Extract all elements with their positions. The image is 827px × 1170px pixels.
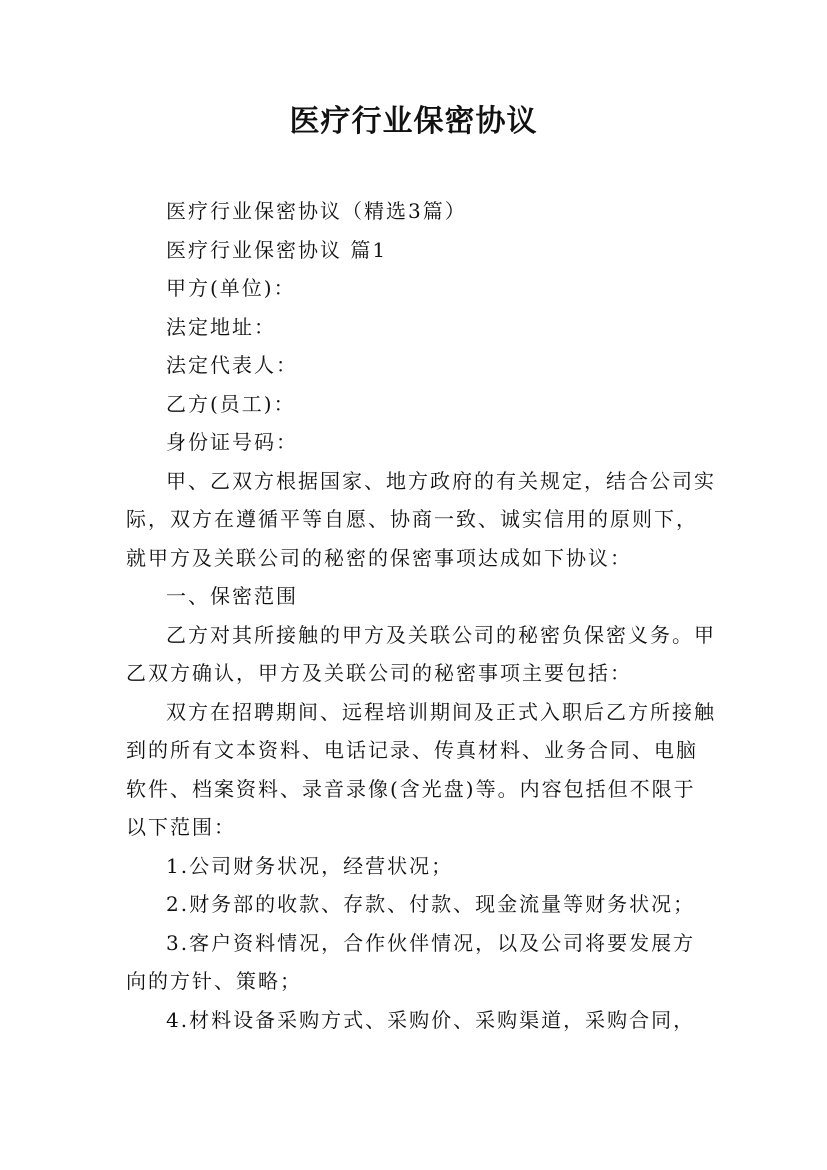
paragraph-item-1: 1.公司财务状况，经营状况； — [166, 853, 454, 878]
paragraph-confidential-obligation: 乙方对其所接触的甲方及关联公司的秘密负保密义务。甲乙双方确认，甲方及关联公司的秘密事项主要包括： — [126, 622, 716, 685]
paragraph-agreement-intro: 甲、乙双方根据国家、地方政府的有关规定，结合公司实际，双方在遵循平等自愿、协商一致、诚实信用的原则下，就甲方及关联公司的秘密的保密事项达成如下协议： — [126, 468, 716, 570]
paragraph-legal-representative: 法定代表人： — [166, 353, 298, 377]
paragraph-confidential-scope-heading: 一、保密范围 — [166, 584, 298, 608]
paragraph-section-heading: 医疗行业保密协议 篇1 — [166, 237, 388, 262]
paragraph-party-a: 甲方(单位)： — [166, 276, 296, 300]
paragraph-subtitle: 医疗行业保密协议（精选3篇） — [166, 199, 467, 223]
document-body — [126, 192, 716, 1039]
paragraph-item-4: 4.材料设备采购方式、采购价、采购渠道，采购合同， — [166, 1007, 696, 1032]
paragraph-party-b: 乙方(员工)： — [166, 391, 296, 416]
paragraph-item-2: 2.财务部的收款、存款、付款、现金流量等财务状况； — [166, 892, 696, 916]
paragraph-legal-address: 法定地址： — [166, 314, 276, 339]
paragraph-confidential-materials: 双方在招聘期间、远程培训期间及正式入职后乙方所接触到的所有文本资料、电话记录、传真材料、业务合同、电脑软件、档案资料、录音录像(含光盘)等。内容包括但不限于以下范围： — [126, 699, 716, 839]
document-title: 医疗行业保密协议 — [289, 104, 538, 139]
paragraph-item-3: 3.客户资料情况，合作伙伴情况，以及公司将要发展方向的方针、策略； — [126, 930, 696, 993]
paragraph-id-number: 身份证号码： — [166, 430, 298, 454]
